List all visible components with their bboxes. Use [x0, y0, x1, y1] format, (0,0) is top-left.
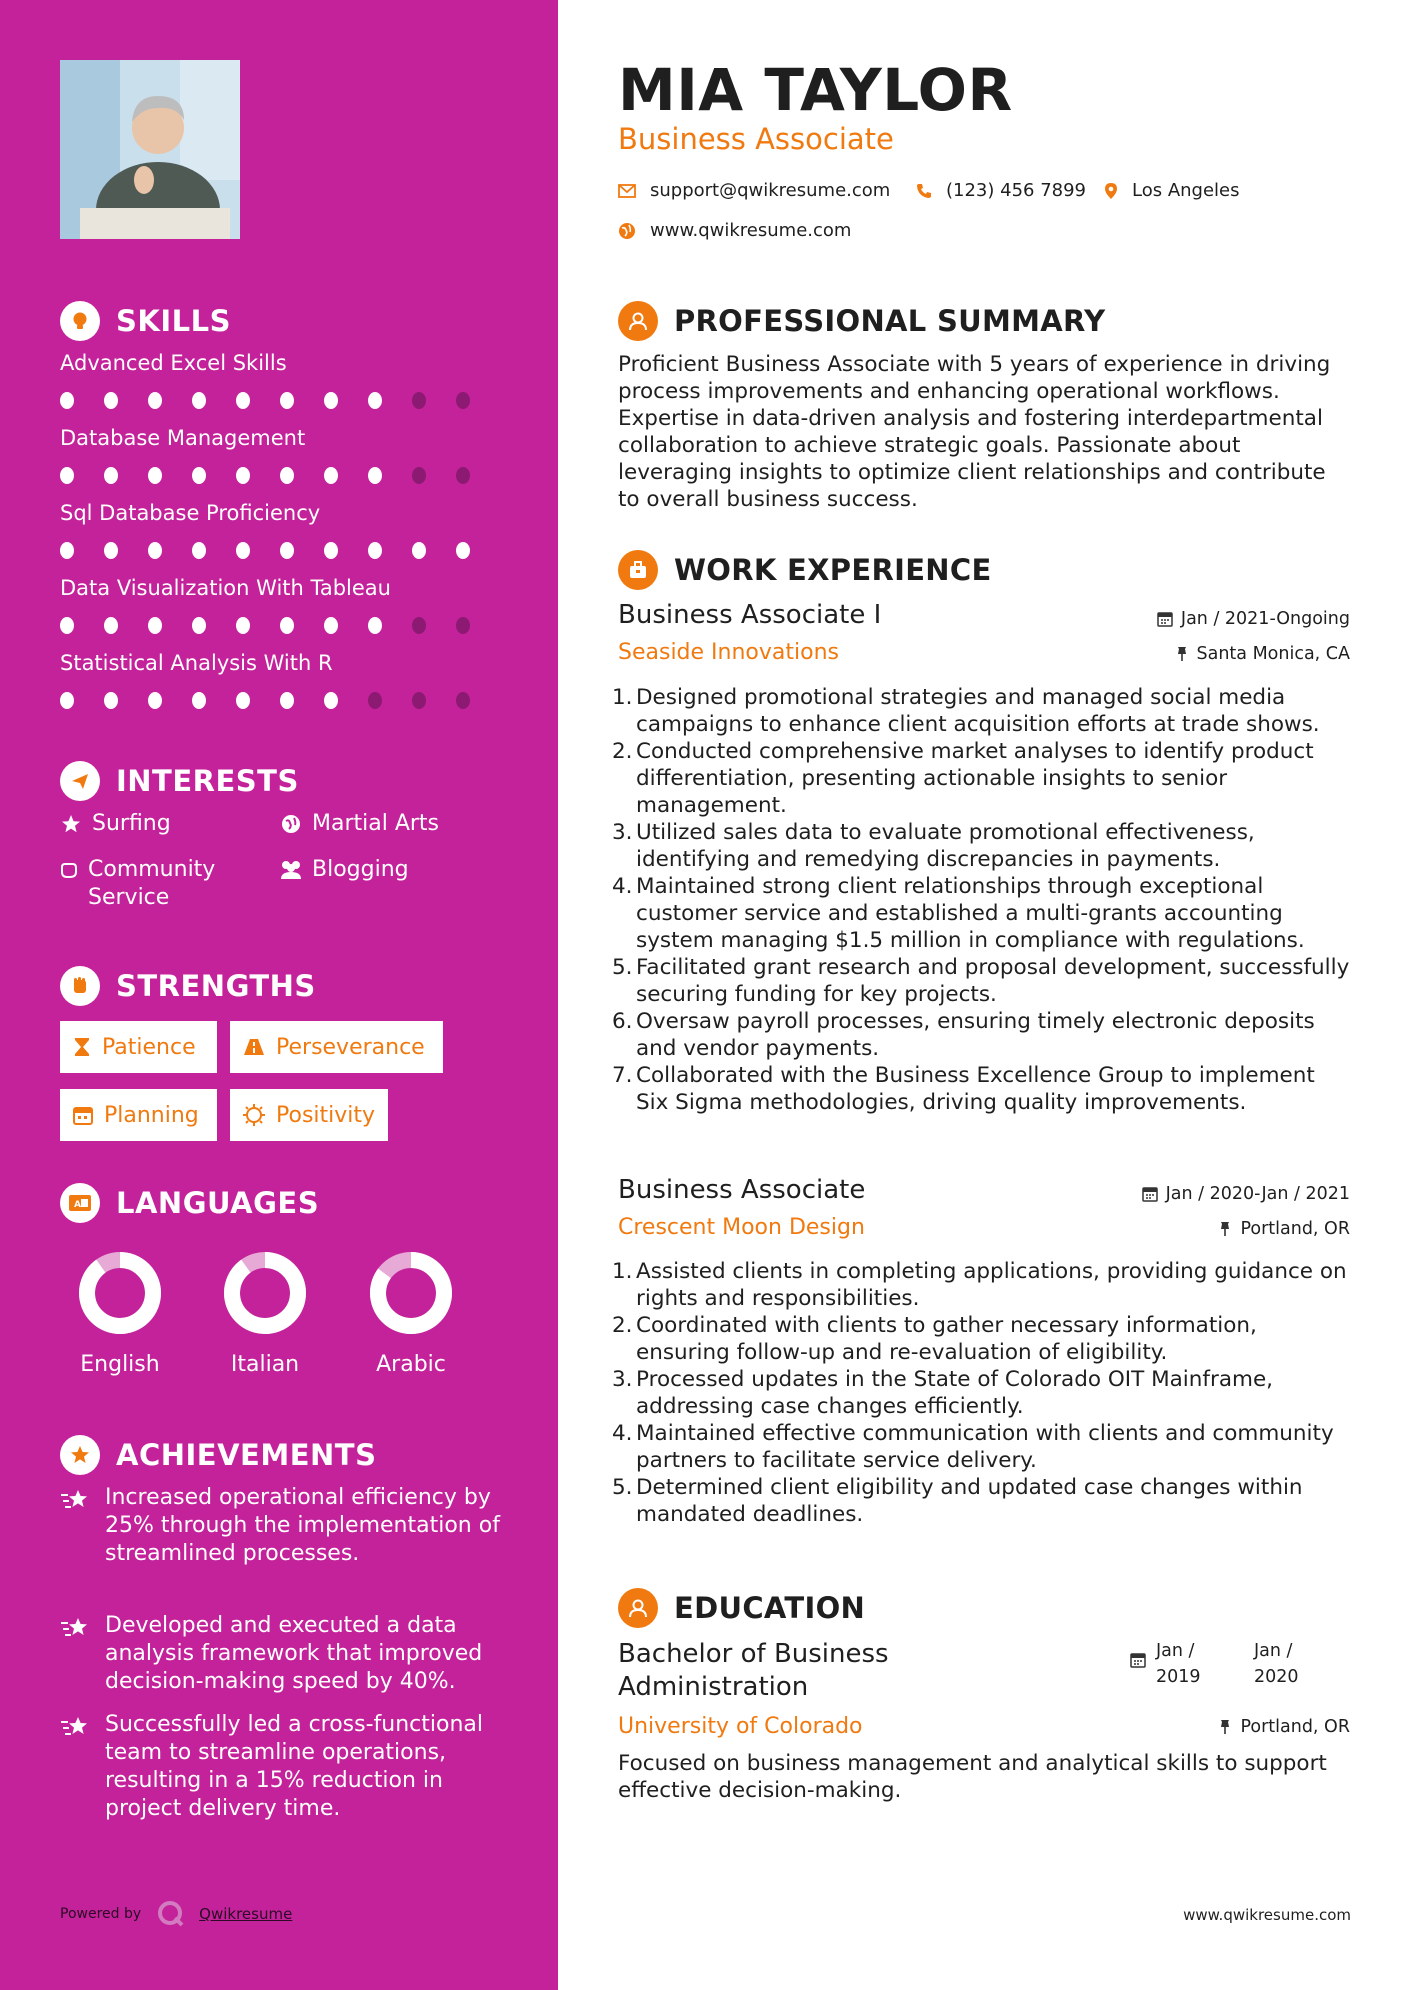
- duty-item: [612, 1420, 1350, 1474]
- users-icon: [278, 856, 304, 881]
- rating-dot-empty: [456, 392, 470, 409]
- rating-dot-empty: [456, 467, 470, 484]
- rating-dot-filled: [104, 392, 118, 409]
- duty-number: 1.: [612, 1259, 633, 1284]
- job-location-text: Portland, OR: [1240, 1219, 1350, 1239]
- job-dates: [1157, 609, 1350, 629]
- skill-rating: [60, 542, 500, 559]
- edu-start-date: Jan / 2019: [1156, 1641, 1201, 1687]
- duty-text: Coordinated with clients to gather necessary information, ensuring follow-up and re-evaluation of eligibility.: [636, 1313, 1257, 1365]
- duty-number: 2.: [612, 1313, 633, 1338]
- interests-title: INTERESTS: [116, 764, 299, 798]
- skill-rating: [60, 617, 500, 634]
- sun-icon: [242, 1103, 266, 1127]
- road-icon: [242, 1037, 266, 1057]
- duty-item: [612, 738, 1350, 819]
- rating-dot-filled: [280, 542, 294, 559]
- strength-badge: [60, 1021, 217, 1073]
- calendar-icon: [1157, 611, 1173, 627]
- rating-dot-filled: [368, 467, 382, 484]
- language-item: [200, 1250, 330, 1377]
- degree-name: Bachelor of Business Administration: [618, 1639, 889, 1702]
- skill-item: [60, 575, 500, 634]
- company-name: Crescent Moon Design: [618, 1215, 865, 1240]
- strength-badge: [60, 1089, 217, 1141]
- rating-dot-empty: [412, 467, 426, 484]
- duty-text: Designed promotional strategies and managed social media campaigns to enhance client acquisition efforts at trade shows.: [636, 685, 1320, 737]
- globe-icon: [278, 810, 304, 835]
- duty-text: Maintained strong client relationships through exceptional customer service and established a multi-grants accounting system managing $1.5 million in compliance with regulations.: [636, 874, 1305, 953]
- edu-calendar: [1130, 1652, 1154, 1668]
- svg-text:A: A: [74, 1200, 81, 1210]
- contact-website: [618, 220, 851, 241]
- skill-name: Statistical Analysis With R: [60, 651, 333, 675]
- job-title: Business Associate I: [618, 600, 882, 630]
- duty-text: Facilitated grant research and proposal development, successfully securing funding for key projects.: [636, 955, 1350, 1007]
- rating-dot-filled: [280, 692, 294, 709]
- rating-dot-filled: [60, 617, 74, 634]
- languages-title: LANGUAGES: [116, 1186, 320, 1220]
- rating-dot-filled: [148, 392, 162, 409]
- achievement-item: [60, 1711, 500, 1823]
- job-duties-list: [612, 684, 1350, 1116]
- pushpin-icon: [1175, 646, 1189, 662]
- duty-item: [612, 954, 1350, 1008]
- summary-text: Proficient Business Associate with 5 years of experience in driving process improvements and enhancing operational workflows. Expertise in data-driven analysis and fostering interdepartmental collaboration to achieve strategic goals. Passionate about leveraging insights to optimize client relationships and contribute to overall business success.: [618, 352, 1331, 512]
- skill-name: Advanced Excel Skills: [60, 351, 287, 375]
- star-icon: [58, 810, 84, 835]
- pushpin-icon: [1218, 1221, 1232, 1237]
- rating-dot-empty: [456, 692, 470, 709]
- briefcase-icon: [618, 550, 658, 590]
- achievements-title: ACHIEVEMENTS: [116, 1438, 377, 1472]
- education-title: EDUCATION: [674, 1591, 866, 1625]
- rating-dot-filled: [324, 467, 338, 484]
- interests-heading: [60, 761, 299, 801]
- duty-item: [612, 684, 1350, 738]
- strength-label: Positivity: [276, 1102, 376, 1128]
- edu-location-text: Portland, OR: [1240, 1717, 1350, 1737]
- rating-dot-filled: [104, 467, 118, 484]
- strengths-heading: [60, 966, 316, 1006]
- duty-text: Assisted clients in completing applications, providing guidance on rights and responsibilities.: [636, 1259, 1347, 1311]
- rating-dot-filled: [192, 392, 206, 409]
- duty-item: [612, 1366, 1350, 1420]
- user-icon: [618, 301, 658, 341]
- phone-text: (123) 456 7899: [946, 180, 1087, 201]
- interest-item: [278, 810, 439, 838]
- rating-dot-filled: [148, 692, 162, 709]
- rating-dot-filled: [192, 467, 206, 484]
- skill-rating: [60, 392, 500, 409]
- rating-dot-filled: [236, 392, 250, 409]
- duty-text: Conducted comprehensive market analyses to identify product differentiation, presenting actionable insights to senior management.: [636, 739, 1314, 818]
- rating-dot-filled: [324, 692, 338, 709]
- duty-text: Oversaw payroll processes, ensuring timely electronic deposits and vendor payments.: [636, 1009, 1315, 1061]
- skill-rating: [60, 692, 500, 709]
- interest-label: Blogging: [312, 857, 409, 882]
- language-proficiency-ring: [222, 1250, 308, 1336]
- strengths-title: STRENGTHS: [116, 969, 316, 1003]
- skill-name: Data Visualization With Tableau: [60, 576, 391, 600]
- duty-number: 1.: [612, 685, 633, 710]
- rating-dot-filled: [60, 692, 74, 709]
- job-title: Business Associate: [618, 1175, 866, 1205]
- qwikresume-logo-icon: [157, 1900, 185, 1928]
- skill-rating: [60, 467, 500, 484]
- language-name: Italian: [230, 1352, 300, 1377]
- rating-dot-empty: [368, 692, 382, 709]
- rating-dot-filled: [192, 617, 206, 634]
- duty-text: Determined client eligibility and updated case changes within mandated deadlines.: [636, 1475, 1303, 1527]
- rating-dot-filled: [148, 467, 162, 484]
- duty-number: 6.: [612, 1009, 633, 1034]
- rating-dot-filled: [236, 542, 250, 559]
- rating-dot-filled: [236, 617, 250, 634]
- duty-text: Utilized sales data to evaluate promotional effectiveness, identifying and remedying discrepancies in payments.: [636, 820, 1255, 872]
- summary-title: PROFESSIONAL SUMMARY: [674, 304, 1106, 338]
- website-text[interactable]: www.qwikresume.com: [650, 220, 852, 241]
- calendar-icon: [1130, 1652, 1146, 1668]
- strength-label: Patience: [102, 1034, 196, 1060]
- rating-dot-filled: [280, 392, 294, 409]
- contact-email: [618, 180, 890, 201]
- rating-dot-empty: [412, 617, 426, 634]
- hourglass-icon: [72, 1036, 92, 1058]
- rating-dot-filled: [412, 542, 426, 559]
- rating-dot-filled: [60, 392, 74, 409]
- rating-dot-filled: [148, 542, 162, 559]
- sidebar: [0, 0, 558, 1990]
- duty-item: [612, 1062, 1350, 1116]
- fist-icon: [60, 966, 100, 1006]
- calendar-icon: [72, 1104, 94, 1126]
- duty-item: [612, 1474, 1350, 1528]
- ring-fill: [232, 1260, 298, 1326]
- rating-dot-filled: [280, 467, 294, 484]
- profile-photo: [60, 60, 240, 239]
- interest-label: Community Service: [88, 857, 216, 910]
- skill-item: [60, 350, 500, 409]
- ring-fill: [87, 1260, 153, 1326]
- rating-dot-filled: [368, 617, 382, 634]
- award-icon: [60, 1435, 100, 1475]
- duty-number: 3.: [612, 820, 633, 845]
- powered-by: [60, 1900, 292, 1928]
- duty-text: Processed updates in the State of Colorado OIT Mainframe, addressing case changes efficiently.: [636, 1367, 1274, 1419]
- lightbulb-icon: [60, 301, 100, 341]
- strength-label: Perseverance: [276, 1034, 425, 1060]
- rating-dot-filled: [324, 542, 338, 559]
- interest-item: [278, 856, 409, 884]
- powered-by-label: Powered by: [60, 1906, 142, 1922]
- achievement-text: Developed and executed a data analysis framework that improved decision-making speed by 40%.: [105, 1613, 483, 1694]
- shooting-star-icon: [60, 1612, 94, 1696]
- achievement-text: Increased operational efficiency by 25% through the implementation of streamlined processes.: [105, 1485, 500, 1566]
- duty-number: 4.: [612, 874, 633, 899]
- rating-dot-filled: [280, 617, 294, 634]
- contact-phone: [916, 180, 1086, 201]
- language-item: [346, 1250, 476, 1377]
- globe-icon: [618, 222, 636, 240]
- rating-dot-filled: [236, 692, 250, 709]
- rating-dot-empty: [412, 392, 426, 409]
- interest-item: [58, 856, 258, 912]
- duty-item: [612, 819, 1350, 873]
- language-icon: [60, 1183, 100, 1223]
- education-heading: [618, 1588, 865, 1628]
- language-item: [55, 1250, 185, 1377]
- achievement-item: [60, 1612, 500, 1696]
- envelope-icon: [618, 184, 636, 198]
- duty-number: 5.: [612, 955, 633, 980]
- rating-dot-empty: [412, 692, 426, 709]
- rating-dot-filled: [60, 542, 74, 559]
- map-pin-icon: [1104, 182, 1118, 200]
- job-location: [1218, 1219, 1350, 1239]
- education-description: Focused on business management and analytical skills to support effective decision-making.: [618, 1751, 1327, 1803]
- work-heading: [618, 550, 992, 590]
- footer-website[interactable]: www.qwikresume.com: [1183, 1906, 1351, 1924]
- skill-item: [60, 500, 500, 559]
- duty-item: [612, 1008, 1350, 1062]
- job-dates-text: Jan / 2021-Ongoing: [1180, 609, 1350, 629]
- edu-location: [1218, 1717, 1350, 1737]
- job-duties-list: [612, 1258, 1350, 1528]
- achievement-text: Successfully led a cross-functional team to streamline operations, resulting in a 15% reduction in project delivery time.: [105, 1712, 484, 1821]
- job-location-text: Santa Monica, CA: [1196, 644, 1350, 664]
- interest-item: [58, 810, 171, 838]
- duty-number: 2.: [612, 739, 633, 764]
- skill-item: [60, 425, 500, 484]
- duty-item: [612, 873, 1350, 954]
- rating-dot-filled: [192, 542, 206, 559]
- interest-label: Martial Arts: [312, 811, 440, 836]
- achievement-item: [60, 1484, 500, 1568]
- rating-dot-filled: [148, 617, 162, 634]
- rating-dot-filled: [192, 692, 206, 709]
- duty-text: Maintained effective communication with clients and community partners to facilitate service delivery.: [636, 1421, 1334, 1473]
- achievements-heading: [60, 1435, 376, 1475]
- rating-dot-filled: [456, 542, 470, 559]
- rating-dot-filled: [368, 392, 382, 409]
- contact-location: [1104, 180, 1240, 201]
- strength-badge: [230, 1021, 443, 1073]
- skill-item: [60, 650, 500, 709]
- rating-dot-filled: [324, 392, 338, 409]
- graduation-icon: [618, 1588, 658, 1628]
- duty-item: [612, 1258, 1350, 1312]
- duty-number: 5.: [612, 1475, 633, 1500]
- job-dates-text: Jan / 2020-Jan / 2021: [1165, 1184, 1350, 1204]
- qwikresume-link[interactable]: Qwikresume: [199, 1905, 293, 1923]
- skill-name: Sql Database Proficiency: [60, 501, 321, 525]
- strength-label: Planning: [104, 1102, 199, 1128]
- location-text: Los Angeles: [1132, 180, 1240, 201]
- company-name: Seaside Innovations: [618, 640, 839, 665]
- job-location: [1175, 644, 1351, 664]
- rating-dot-filled: [104, 617, 118, 634]
- phone-icon: [916, 183, 932, 199]
- rating-dot-filled: [368, 542, 382, 559]
- duty-item: [612, 1312, 1350, 1366]
- email-text[interactable]: support@qwikresume.com: [650, 180, 891, 201]
- shooting-star-icon: [60, 1484, 94, 1568]
- rating-dot-filled: [324, 617, 338, 634]
- summary-heading: [618, 301, 1105, 341]
- skills-title: SKILLS: [116, 304, 231, 338]
- duty-text: Collaborated with the Business Excellence Group to implement Six Sigma methodologies, driving quality improvements.: [636, 1063, 1315, 1115]
- language-name: Arabic: [376, 1352, 446, 1377]
- edu-end-date: Jan / 2020: [1254, 1641, 1299, 1687]
- school-name: University of Colorado: [618, 1714, 863, 1739]
- rating-dot-filled: [104, 542, 118, 559]
- language-proficiency-ring: [77, 1250, 163, 1336]
- pushpin-icon: [1218, 1719, 1232, 1735]
- skills-heading: [60, 301, 231, 341]
- language-proficiency-ring: [368, 1250, 454, 1336]
- shooting-star-icon: [60, 1711, 94, 1823]
- strength-badge: [230, 1089, 388, 1141]
- paper-plane-icon: [60, 761, 100, 801]
- candidate-name: MIA TAYLOR: [618, 56, 1013, 124]
- rating-dot-filled: [104, 692, 118, 709]
- skill-name: Database Management: [60, 426, 306, 450]
- candidate-role: Business Associate: [618, 122, 894, 156]
- languages-heading: [60, 1183, 319, 1223]
- work-title: WORK EXPERIENCE: [674, 553, 992, 587]
- duty-number: 3.: [612, 1367, 633, 1392]
- rating-dot-filled: [236, 467, 250, 484]
- duty-number: 4.: [612, 1421, 633, 1446]
- calendar-icon: [1142, 1186, 1158, 1202]
- interest-label: Surfing: [92, 811, 171, 836]
- hand-icon: [58, 856, 80, 881]
- rating-dot-empty: [456, 617, 470, 634]
- rating-dot-filled: [60, 467, 74, 484]
- language-name: English: [80, 1352, 160, 1377]
- job-dates: [1142, 1184, 1350, 1204]
- duty-number: 7.: [612, 1063, 633, 1088]
